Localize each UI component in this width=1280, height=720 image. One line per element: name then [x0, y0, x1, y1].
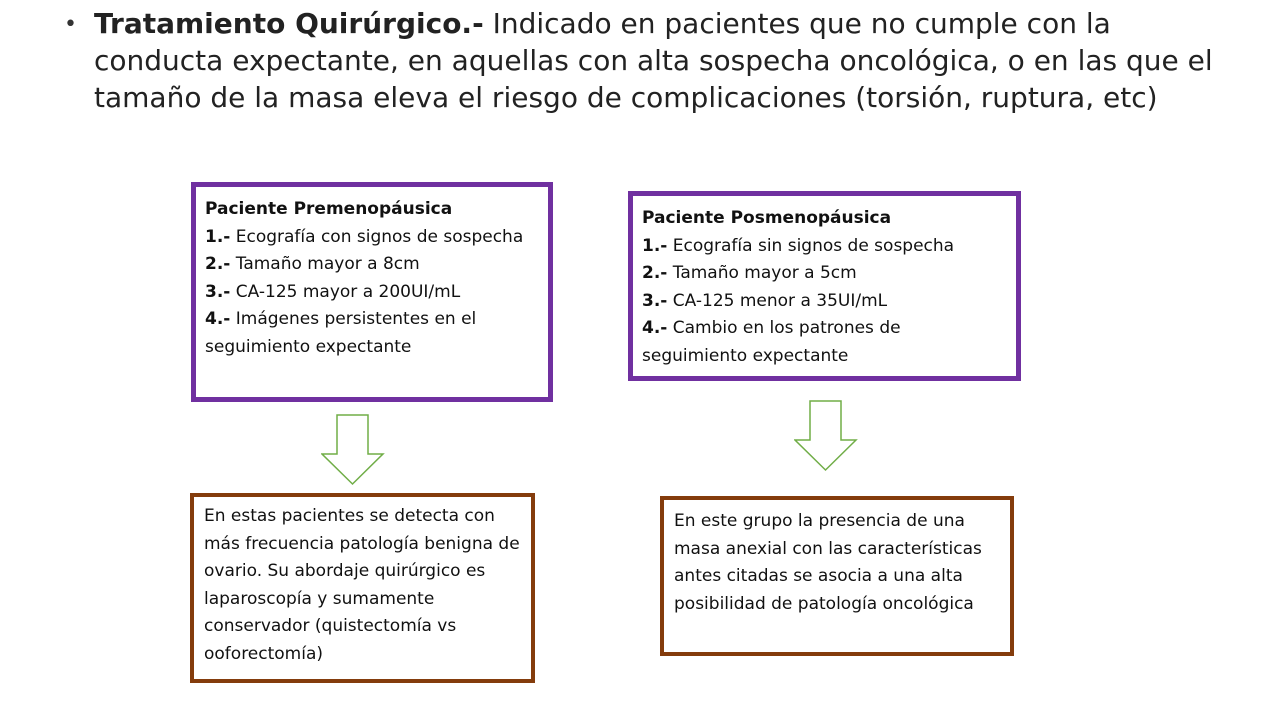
postmenopausal-criterion	[642, 288, 1006, 316]
bullet-lead: Tratamiento Quirúrgico.-	[94, 7, 484, 40]
criterion-number: 1.-	[205, 226, 231, 247]
postmenopausal-result-text: En este grupo la presencia de una masa anexial con las características antes citadas se asocia a una alta posibilidad de patología oncológica	[674, 511, 982, 614]
premenopausal-criteria-box	[191, 182, 553, 402]
premenopausal-result-box	[190, 493, 535, 683]
postmenopausal-title: Paciente Posmenopáusica	[642, 208, 892, 228]
criterion-number: 3.-	[642, 290, 668, 311]
postmenopausal-criterion	[642, 315, 1006, 370]
criterion-text: Tamaño mayor a 8cm	[230, 254, 420, 275]
bullet-paragraph	[64, 6, 1244, 117]
postmenopausal-criterion	[642, 260, 1006, 288]
criterion-text: Imágenes persistentes en el seguimiento expectante	[205, 309, 477, 357]
bullet-text	[94, 6, 1244, 117]
premenopausal-criterion	[205, 224, 538, 252]
premenopausal-result-text: En estas pacientes se detecta con más frecuencia patología benigna de ovario. Su abordaje quirúrgico es laparoscopía y sumamente conservador (quistectomía vs ooforectomía)	[204, 506, 520, 664]
criterion-text: Ecografía con signos de sospecha	[230, 226, 524, 247]
premenopausal-criterion	[205, 279, 538, 307]
criterion-number: 4.-	[205, 309, 231, 330]
bullet-icon: •	[64, 12, 77, 37]
criterion-text: CA-125 menor a 35UI/mL	[667, 290, 888, 311]
postmenopausal-criteria-box	[628, 191, 1021, 381]
premenopausal-title: Paciente Premenopáusica	[205, 199, 453, 219]
criterion-text: Cambio en los patrones de seguimiento expectante	[642, 318, 901, 366]
down-arrow-icon	[321, 414, 385, 486]
premenopausal-criterion	[205, 306, 538, 361]
premenopausal-criterion	[205, 251, 538, 279]
bullet-body: Indicado en pacientes que no cumple con la conducta expectante, en aquellas con alta sospecha oncológica, o en las que el tamaño de la masa eleva el riesgo de complicaciones (torsión, ruptura, etc)	[94, 7, 1213, 114]
criterion-number: 4.-	[642, 318, 668, 339]
criterion-text: Tamaño mayor a 5cm	[667, 263, 857, 284]
criterion-text: Ecografía sin signos de sospecha	[667, 235, 955, 256]
criterion-text: CA-125 mayor a 200UI/mL	[230, 281, 461, 302]
postmenopausal-result-box	[660, 496, 1014, 656]
criterion-number: 2.-	[642, 263, 668, 284]
criterion-number: 3.-	[205, 281, 231, 302]
criterion-number: 2.-	[205, 254, 231, 275]
criterion-number: 1.-	[642, 235, 668, 256]
postmenopausal-criterion	[642, 233, 1006, 261]
down-arrow-icon	[794, 400, 858, 472]
